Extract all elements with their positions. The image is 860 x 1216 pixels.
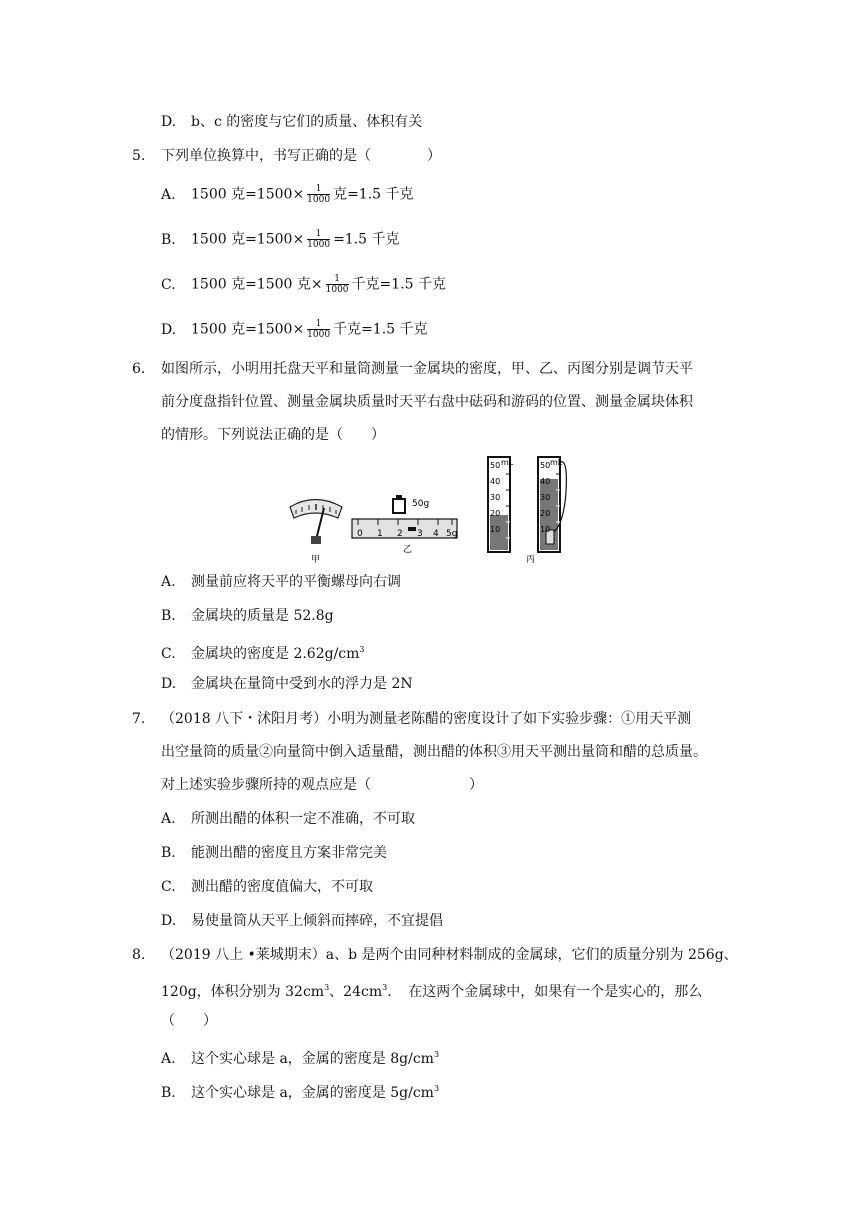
option-text: 克=1.5 千克 — [333, 186, 414, 203]
q6-option-a — [161, 572, 401, 592]
fraction-numerator: 1 — [307, 229, 330, 240]
fraction-denominator: 1000 — [307, 195, 331, 205]
fraction-denominator: 1000 — [325, 285, 349, 295]
option-text: 测量前应将天平的平衡螺母向右调 — [191, 574, 401, 590]
q7-option-c — [161, 877, 373, 897]
cylinder-tick: 40 — [490, 477, 501, 486]
measuring-cylinders-figure — [488, 457, 566, 565]
option-letter: B. — [161, 1085, 176, 1101]
figure-label-yi: 乙 — [403, 545, 413, 555]
fraction-numerator: 1 — [326, 274, 349, 285]
superscript: 3 — [433, 1050, 440, 1059]
option-letter: D. — [161, 321, 177, 338]
q6-option-d — [161, 674, 413, 694]
option-letter: C. — [161, 646, 176, 662]
option-letter: C. — [161, 879, 176, 895]
fraction-denominator: 1000 — [307, 330, 331, 340]
weight-and-rider-figure — [352, 495, 457, 555]
cylinder-unit: mL — [550, 458, 563, 467]
question-stem-line: 前分度盘指针位置、测量金属块质量时天平右盘中砝码和游码的位置、测量金属块体积 — [161, 394, 693, 410]
option-text: 1500 克=1500× — [191, 321, 305, 338]
question-stem-line: 的情形。下列说法正确的是（ ） — [161, 427, 385, 443]
option-text: 1500 克=1500 克× — [191, 276, 323, 293]
question-stem-line: 对上述实验步骤所持的观点应是（ ） — [161, 777, 483, 793]
cylinder-tick: 50 — [490, 461, 501, 470]
option-text: 1500 克=1500× — [191, 186, 305, 203]
superscript: 3 — [433, 1084, 440, 1093]
option-text: 测出醋的密度值偏大，不可取 — [191, 879, 373, 895]
balance-dial-figure — [290, 500, 342, 566]
option-text: 这个实心球是 a，金属的密度是 8g/cm — [191, 1051, 434, 1067]
option-letter: A. — [161, 1051, 176, 1067]
figure-label-bing: 丙 — [526, 555, 536, 565]
scale-tick: 5g — [446, 529, 458, 539]
cylinder-tick: 10 — [490, 525, 501, 534]
q5-option-c — [161, 274, 446, 295]
scale-tick: 4 — [433, 529, 439, 539]
option-letter: D. — [161, 913, 177, 929]
fraction-numerator: 1 — [307, 184, 330, 195]
fraction — [307, 319, 330, 340]
fraction — [307, 229, 330, 250]
cylinder-tick: 30 — [540, 493, 551, 502]
option-text: 金属块在量筒中受到水的浮力是 2N — [191, 676, 413, 692]
option-letter: A. — [161, 186, 176, 203]
option-text: 这个实心球是 a，金属的密度是 5g/cm — [191, 1085, 434, 1101]
option-text: 千克=1.5 千克 — [333, 321, 428, 338]
option-text: 易使量筒从天平上倾斜而摔碎，不宜提倡 — [191, 913, 443, 929]
option-letter: D. — [161, 676, 177, 692]
option-text: b、c 的密度与它们的质量、体积有关 — [191, 114, 423, 130]
figure-label-jia: 甲 — [311, 555, 321, 565]
scale-tick: 0 — [357, 529, 363, 539]
option-letter: B. — [161, 608, 176, 624]
q8-option-b — [161, 1079, 439, 1103]
cylinder-tick: 30 — [490, 493, 501, 502]
cylinder-tick: 20 — [540, 509, 551, 518]
question-stem-line: （2019 八上 •莱城期末）a、b 是两个由同种材料制成的金属球，它们的质量分别为 256g、 — [161, 947, 738, 963]
question-stem-line: 如图所示，小明用托盘天平和量筒测量一金属块的密度，甲、乙、丙图分别是调节天平 — [161, 361, 693, 377]
option-text: 千克=1.5 千克 — [351, 276, 446, 293]
question-stem: 下列单位换算中，书写正确的是（ ） — [161, 148, 441, 164]
option-text: 金属块的密度是 2.62g/cm — [191, 646, 360, 662]
option-text: 所测出醋的体积一定不准确，不可取 — [191, 811, 415, 827]
question-number: 6. — [132, 361, 146, 377]
option-letter: C. — [161, 276, 176, 293]
option-text: 金属块的质量是 52.8g — [191, 608, 334, 624]
superscript: 3 — [359, 645, 365, 654]
stem-text: 、24cm — [329, 984, 383, 1000]
option-letter: B. — [161, 231, 176, 248]
option-letter: A. — [161, 811, 176, 827]
fraction — [307, 184, 330, 205]
cylinder-tick: 50 — [540, 461, 551, 470]
q6-option-b — [161, 606, 334, 626]
question-stem-line: （ ） — [161, 1013, 217, 1029]
q4-option-d — [161, 112, 422, 132]
question-number: 8. — [132, 947, 146, 963]
question-number: 7. — [132, 711, 146, 727]
q7-option-a — [161, 809, 415, 829]
option-letter: A. — [161, 574, 176, 590]
weight-label: 50g — [412, 499, 430, 509]
q5-option-d — [161, 319, 428, 340]
q7-option-b — [161, 843, 387, 863]
q7-option-d — [161, 911, 443, 931]
superscript: 3 — [324, 983, 330, 992]
scale-tick: 2 — [397, 529, 403, 539]
scale-tick: 1 — [377, 529, 383, 539]
fraction-denominator: 1000 — [307, 240, 331, 250]
scale-tick: 3 — [417, 529, 423, 539]
option-text: 能测出醋的密度且方案非常完美 — [191, 845, 387, 861]
stem-text: ． 在这两个金属球中，如果有一个是实心的，那么 — [387, 984, 703, 1000]
option-text: 1500 克=1500× — [191, 231, 305, 248]
question-stem-line — [161, 978, 702, 1002]
question-stem-line: 出空量筒的质量②向量筒中倒入适量醋，测出醋的体积③用天平测出量筒和醋的总质量。 — [161, 744, 707, 760]
question-number: 5. — [132, 148, 146, 164]
option-letter: D. — [161, 114, 177, 130]
fraction — [326, 274, 349, 295]
superscript: 3 — [382, 983, 388, 992]
q5-option-b — [161, 229, 400, 250]
cylinder-tick: 20 — [490, 509, 501, 518]
q6-option-c — [161, 640, 365, 664]
question-stem-line: （2018 八下・沭阳月考）小明为测量老陈醋的密度设计了如下实验步骤：①用天平测 — [161, 711, 692, 727]
cylinder-tick: 40 — [540, 477, 551, 486]
q5-option-a — [161, 184, 414, 205]
cylinder-unit: mL — [501, 458, 514, 467]
cylinder-tick: 10 — [540, 525, 551, 534]
q8-option-a — [161, 1045, 439, 1069]
fraction-numerator: 1 — [307, 319, 330, 330]
option-letter: B. — [161, 845, 176, 861]
option-text: =1.5 千克 — [333, 231, 400, 248]
stem-text: 120g，体积分别为 32cm — [161, 984, 325, 1000]
q6-figure — [280, 452, 580, 568]
